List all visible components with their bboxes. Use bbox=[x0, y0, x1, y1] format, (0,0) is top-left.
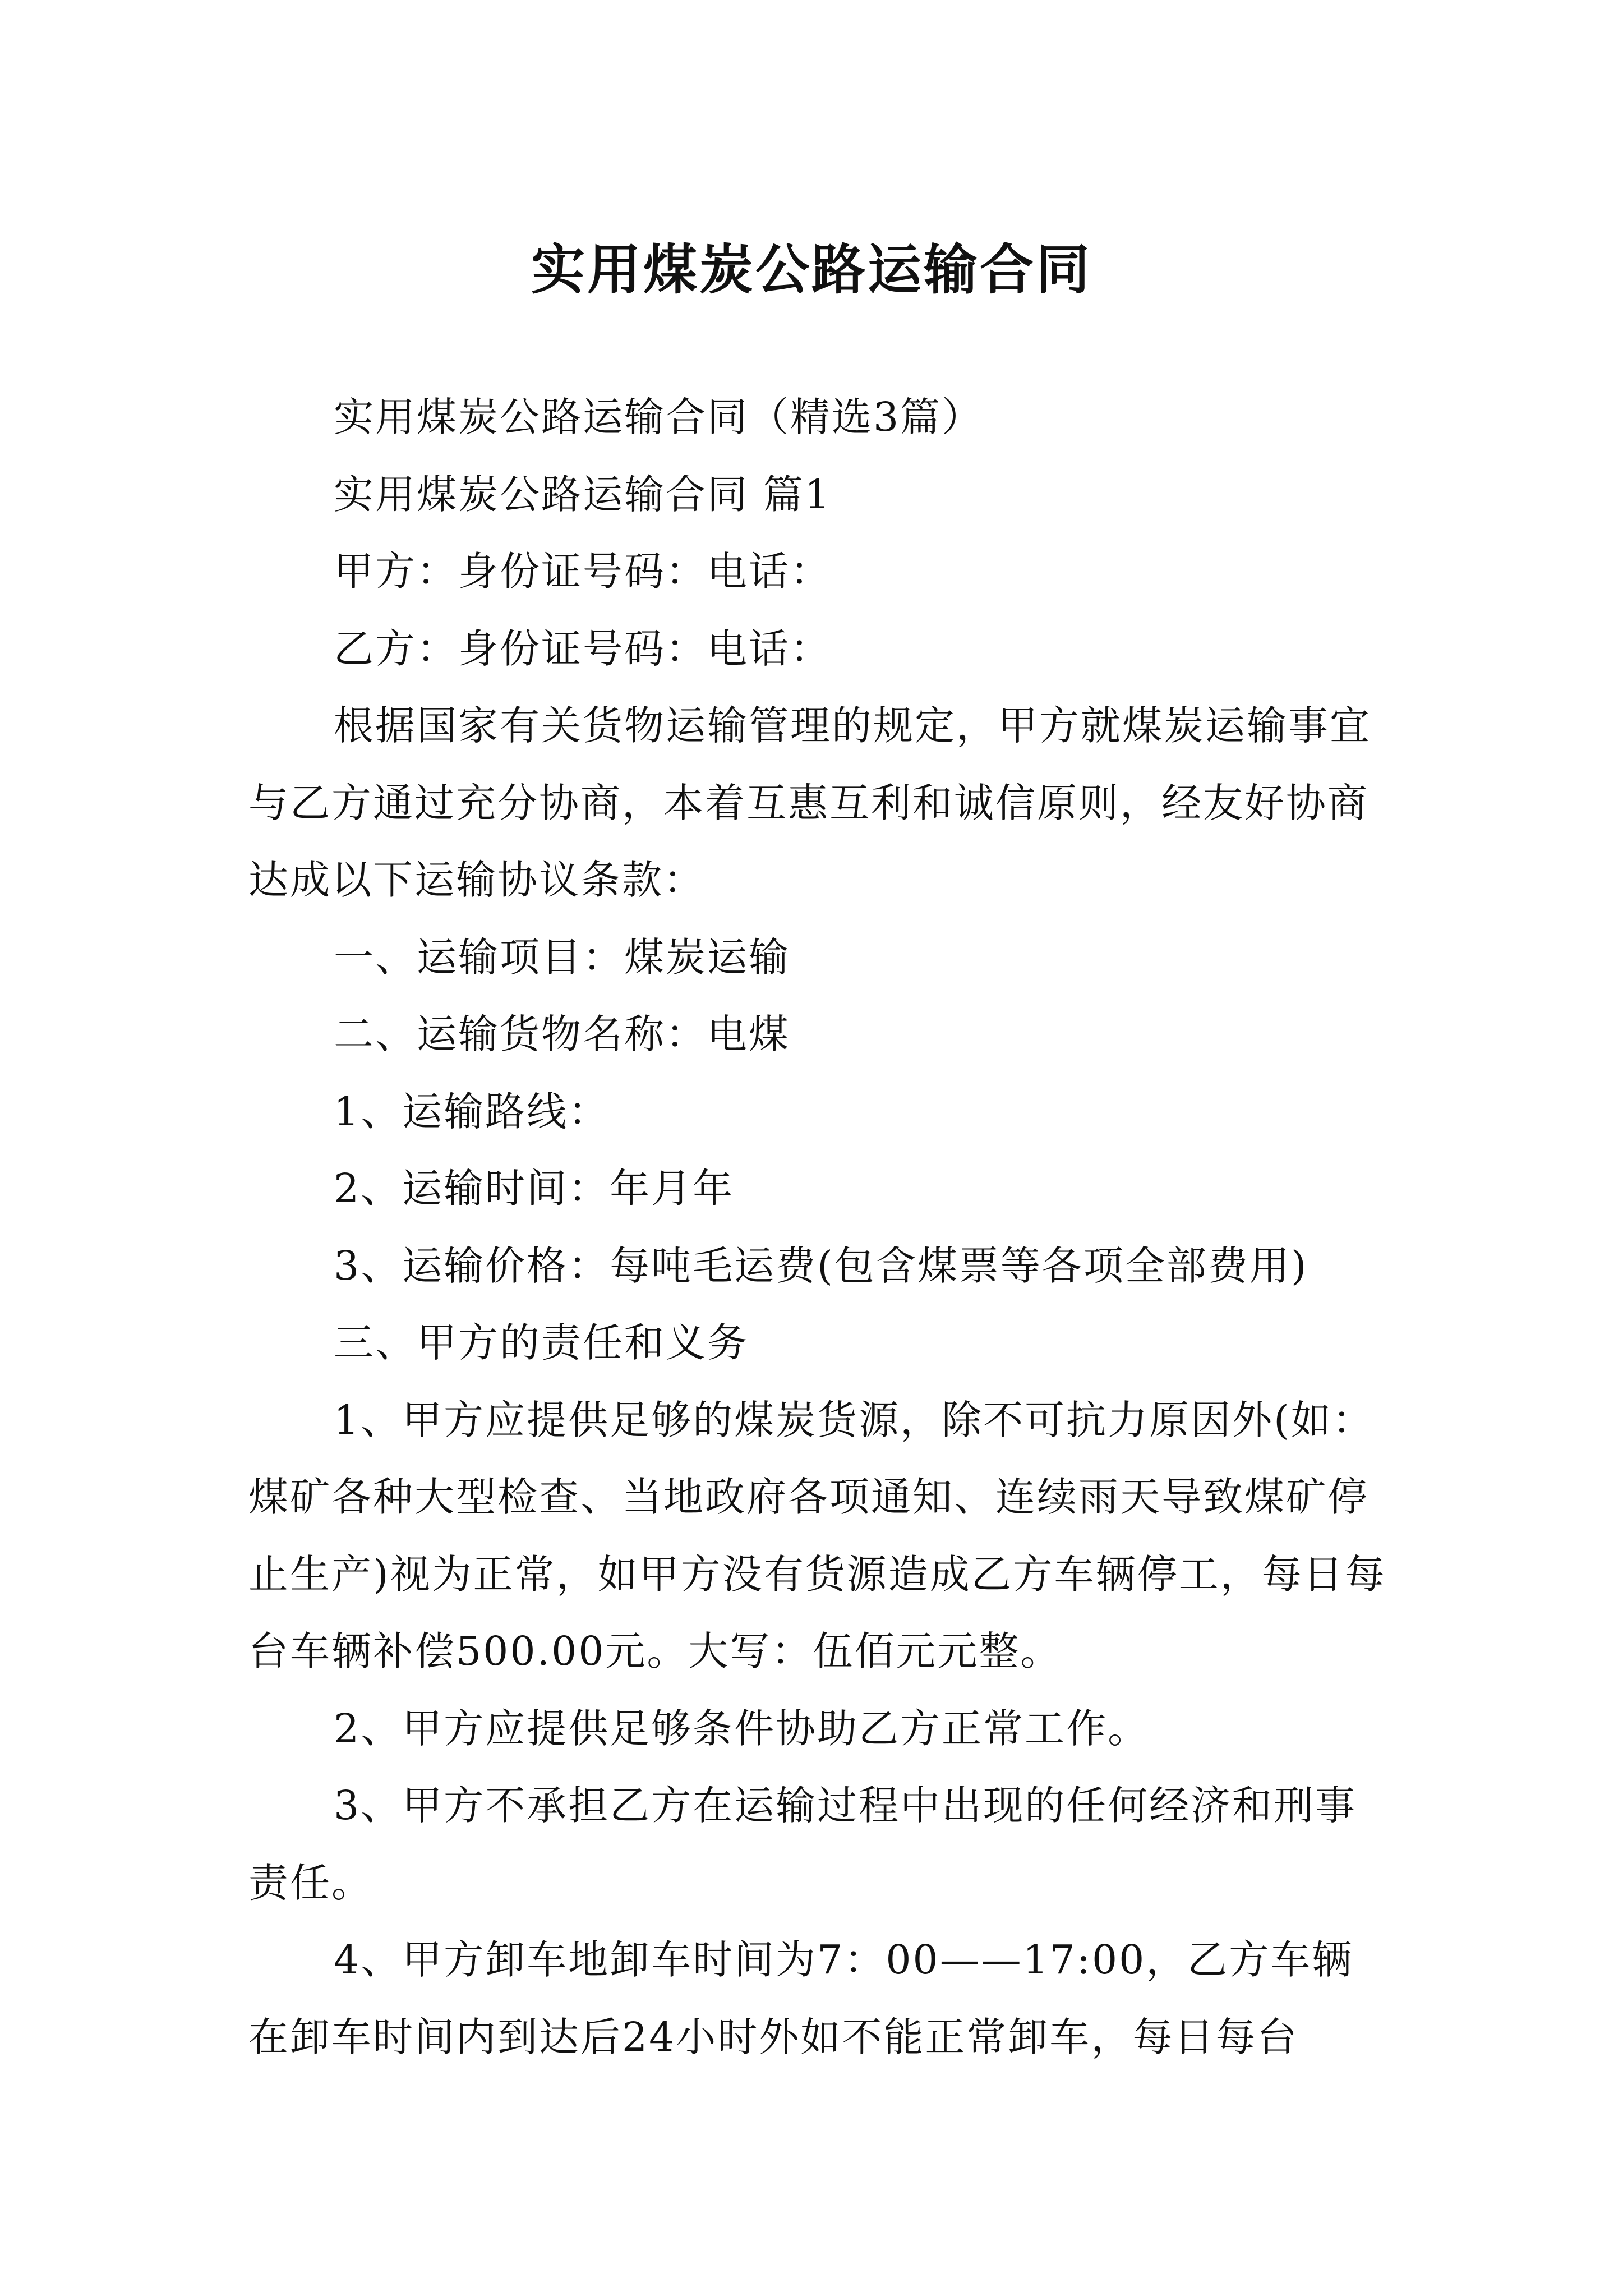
paragraph-route: 1、运输路线： bbox=[334, 1088, 610, 1135]
paragraph-duty-4: 4、甲方卸车地卸车时间为7：00——17:00，乙方车辆在卸车时间内到达后24小时外如不能正常卸车，每日每台 bbox=[248, 1936, 1354, 2060]
paragraph-party-a: 甲方：身份证号码：电话： bbox=[334, 548, 832, 595]
paragraph-clause-1: 一、运输项目：煤炭运输 bbox=[334, 933, 791, 981]
paragraph-section-heading: 实用煤炭公路运输合同 篇1 bbox=[334, 471, 832, 518]
paragraph-duty-3: 3、甲方不承担乙方在运输过程中出现的任何经济和刑事责任。 bbox=[248, 1782, 1357, 1906]
paragraph-price: 3、运输价格：每吨毛运费(包含煤票等各项全部费用) bbox=[334, 1242, 1308, 1289]
paragraph-subtitle: 实用煤炭公路运输合同（精选3篇） bbox=[334, 394, 984, 440]
paragraph-clause-3: 三、甲方的责任和义务 bbox=[334, 1319, 749, 1366]
paragraph-clause-2: 二、运输货物名称：电煤 bbox=[334, 1011, 791, 1057]
paragraph-time: 2、运输时间：年月年 bbox=[334, 1165, 735, 1212]
paragraph-party-b: 乙方：身份证号码：电话： bbox=[334, 625, 832, 672]
document-title: 实用煤炭公路运输合同 bbox=[531, 238, 1092, 302]
paragraph-preamble: 根据国家有关货物运输管理的规定，甲方就煤炭运输事宜与乙方通过充分协商，本着互惠互利和诚信原则，经友好协商达成以下运输协议条款： bbox=[248, 702, 1372, 903]
paragraph-duty-1: 1、甲方应提供足够的煤炭货源，除不可抗力原因外(如：煤矿各种大型检查、当地政府各项通知、连续雨天导致煤矿停止生产)视为正常，如甲方没有货源造成乙方车辆停工，每日每台车辆补偿500.00元。大写：伍佰元元整。 bbox=[248, 1396, 1386, 1674]
document-body bbox=[248, 379, 1393, 2076]
paragraph-duty-2: 2、甲方应提供足够条件协助乙方正常工作。 bbox=[334, 1705, 1150, 1752]
